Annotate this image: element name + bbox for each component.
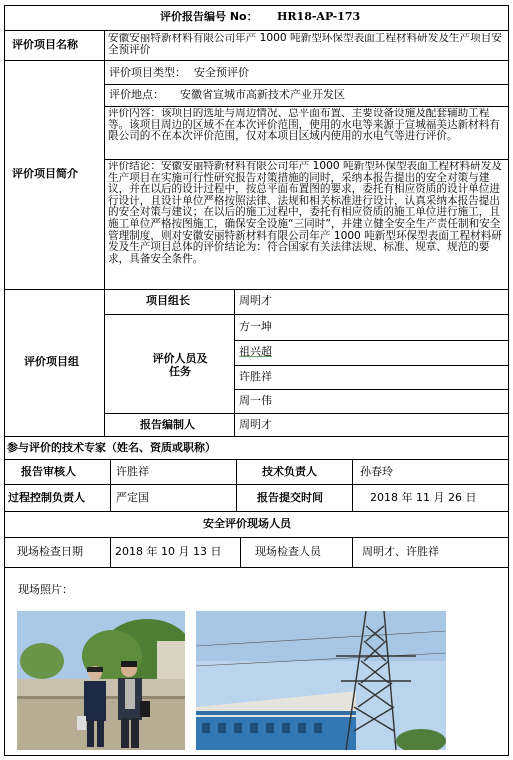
members-label: 评价人员及任务: [152, 352, 208, 378]
project-type-label: 评价项目类型：: [109, 67, 186, 79]
report-number-value: HR18-AP-173: [277, 11, 361, 23]
member-name: 许胜祥: [239, 371, 272, 383]
member-name: 周一伟: [239, 395, 272, 407]
project-name-label: 评价项目名称: [12, 39, 78, 51]
site-staff-label: 现场检查人员: [255, 546, 321, 558]
leader-label: 项目组长: [146, 295, 190, 307]
site-staff-value: 周明才、许胜祥: [362, 546, 439, 558]
editor-label: 报告编制人: [140, 419, 195, 431]
project-type-value: 安全预评价: [194, 67, 249, 79]
project-location-value: 安徽省宣城市高新技术产业开发区: [180, 89, 345, 101]
tech-lead-label: 技术负责人: [262, 466, 317, 478]
submit-time-value: 2018 年 11 月 26 日: [370, 492, 477, 504]
project-location-label: 评价地点：: [109, 89, 164, 101]
experts-label: 参与评价的技术专家（姓名、资质或职称）: [7, 442, 216, 454]
site-photo-building: [196, 611, 446, 750]
leader-name: 周明才: [239, 295, 272, 307]
site-date-label: 现场检查日期: [17, 546, 83, 558]
team-label: 评价项目组: [24, 356, 79, 368]
process-lead-label: 过程控制负责人: [8, 492, 85, 504]
reviewer-name: 许胜祥: [116, 466, 149, 478]
member-name: 祖兴超: [239, 346, 272, 358]
site-staff-header: 安全评价现场人员: [203, 518, 291, 530]
site-date-value: 2018 年 10 月 13 日: [115, 546, 222, 558]
site-photo-inspectors-image: [17, 611, 185, 750]
site-photo-building-image: [196, 611, 446, 750]
site-photo-inspectors: [17, 611, 185, 750]
report-number-label: 评价报告编号 No：: [160, 11, 258, 23]
editor-name: 周明才: [239, 419, 272, 431]
member-name: 方一坤: [239, 321, 272, 333]
reviewer-label: 报告审核人: [21, 466, 76, 478]
submit-time-label: 报告提交时间: [257, 492, 323, 504]
site-photos-label: 现场照片：: [18, 584, 73, 596]
project-intro-label: 评价项目简介: [12, 168, 78, 180]
tech-lead-name: 孙春玲: [360, 466, 393, 478]
evaluation-conclusion: 评价结论：安徽安丽特新材料有限公司年产 1000 吨新型环保型表面工程材料研发及生产项目在实施可行性研究报告对策措施的同时，采纳本报告提出的安全对策与建议，并在以后的设计过程中，按总平面布置图的要求，委托有相应资质的设计单位进行设计，且设计单位严格按照法律、法规和相关标准进行设计，认真采纳本报告提出的安全对策与建议；在以后的施工过程中，委托有相应资质的施工单位进行施工，且施工单位严格按图施工，确保安全设施“三同时”，并建立健全安全生产责任制和安全管理制度，则对安徽安丽特新材料有限公司年产 1000 吨新型环保型表面工程材料研发及生产项目总体的评价结论为：符合国家有关法律法规、标准、规章、规范的要求，具备安全条件。: [108, 161, 502, 265]
process-lead-name: 严定国: [116, 492, 149, 504]
evaluation-content: 评价内容：该项目的选址与周边情况、总平面布置、主要设备设施及配套辅助工程等。该项目周边的区域不在本次评价范围，使用的水电等来源于宣城福美达新材料有限公司的不在本次评价范围，仅对本项目区域内使用的水电气等进行评价。: [108, 108, 500, 143]
project-name-value: 安徽安丽特新材料有限公司年产 1000 吨新型环保型表面工程材料研发及生产项目安全预评价: [108, 33, 502, 56]
